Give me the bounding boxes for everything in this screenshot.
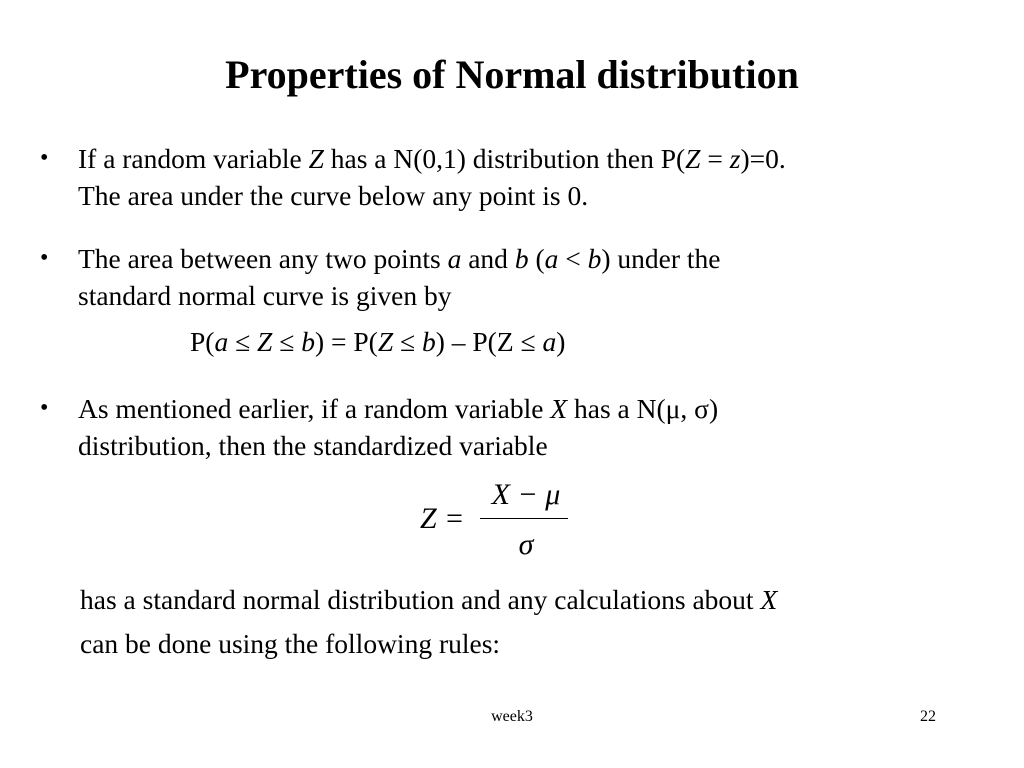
text-run: < — [558, 243, 588, 274]
text-run: has a standard normal distribution and any calculations about — [80, 584, 761, 615]
bullet-item-2 — [40, 240, 978, 314]
text-run: has a N(μ, σ) — [567, 393, 719, 424]
bullet-dot: • — [40, 395, 49, 421]
text-run: ) = P( — [314, 326, 378, 357]
page-number: 22 — [920, 708, 936, 725]
probability-interval-formula — [190, 323, 565, 360]
math-var-a: a — [542, 326, 557, 357]
conclusion-paragraph — [80, 578, 1000, 666]
math-var-z: Z — [377, 326, 394, 357]
math-var-a: a — [214, 326, 229, 357]
formula-numerator: X − μ — [491, 478, 561, 511]
math-var-a: a — [544, 243, 559, 274]
math-var-z: Z — [308, 143, 324, 174]
text-run: has a N(0,1) distribution then P( — [323, 143, 686, 174]
footer-label: week3 — [491, 708, 533, 725]
text-run: ≤ — [272, 326, 302, 357]
math-var-z: Z — [257, 326, 273, 357]
text-run: = — [700, 143, 730, 174]
bullet-1-line-1 — [78, 140, 978, 177]
text-run: If a random variable — [78, 143, 309, 174]
text-run: and — [461, 243, 515, 274]
math-var-b: b — [514, 243, 529, 274]
paragraph-line-2: can be done using the following rules: — [80, 628, 501, 659]
text-run: ) under the — [601, 243, 721, 274]
bullet-item-3 — [40, 390, 978, 464]
paragraph-line-1 — [80, 578, 1000, 622]
text-run: As mentioned earlier, if a random variable — [78, 393, 551, 424]
text-run: ) – P(Z ≤ — [435, 326, 543, 357]
bullet-1-line-2: The area under the curve below any point is 0. — [78, 180, 589, 211]
text-run: The area between any two points — [78, 243, 448, 274]
formula-denominator: σ — [518, 528, 534, 561]
text-run: ≤ — [393, 326, 422, 357]
math-var-b: b — [421, 326, 436, 357]
bullet-2-line-2: standard normal curve is given by — [78, 280, 452, 311]
bullet-3-line-1 — [78, 390, 978, 427]
math-var-z-lower: z — [729, 143, 741, 174]
slide-title: Properties of Normal distribution — [225, 52, 799, 97]
bullet-2-line-1 — [78, 240, 978, 277]
text-run: ( — [528, 243, 545, 274]
formula-lhs: Z = — [420, 502, 465, 535]
standardization-formula — [420, 478, 590, 568]
math-var-b: b — [587, 243, 602, 274]
fraction-bar — [480, 518, 568, 519]
text-run: )=0. — [740, 143, 786, 174]
bullet-dot: • — [40, 245, 49, 271]
math-var-x: X — [550, 393, 568, 424]
math-var-z: Z — [685, 143, 701, 174]
bullet-3-line-2: distribution, then the standardized variable — [78, 430, 548, 461]
math-var-b: b — [301, 326, 315, 357]
bullet-dot: • — [40, 145, 49, 171]
math-var-x: X — [760, 584, 778, 615]
text-run: ) — [556, 326, 566, 357]
text-run: P( — [190, 326, 215, 357]
math-var-a: a — [447, 243, 462, 274]
text-run: ≤ — [228, 326, 258, 357]
bullet-item-1 — [40, 140, 978, 214]
